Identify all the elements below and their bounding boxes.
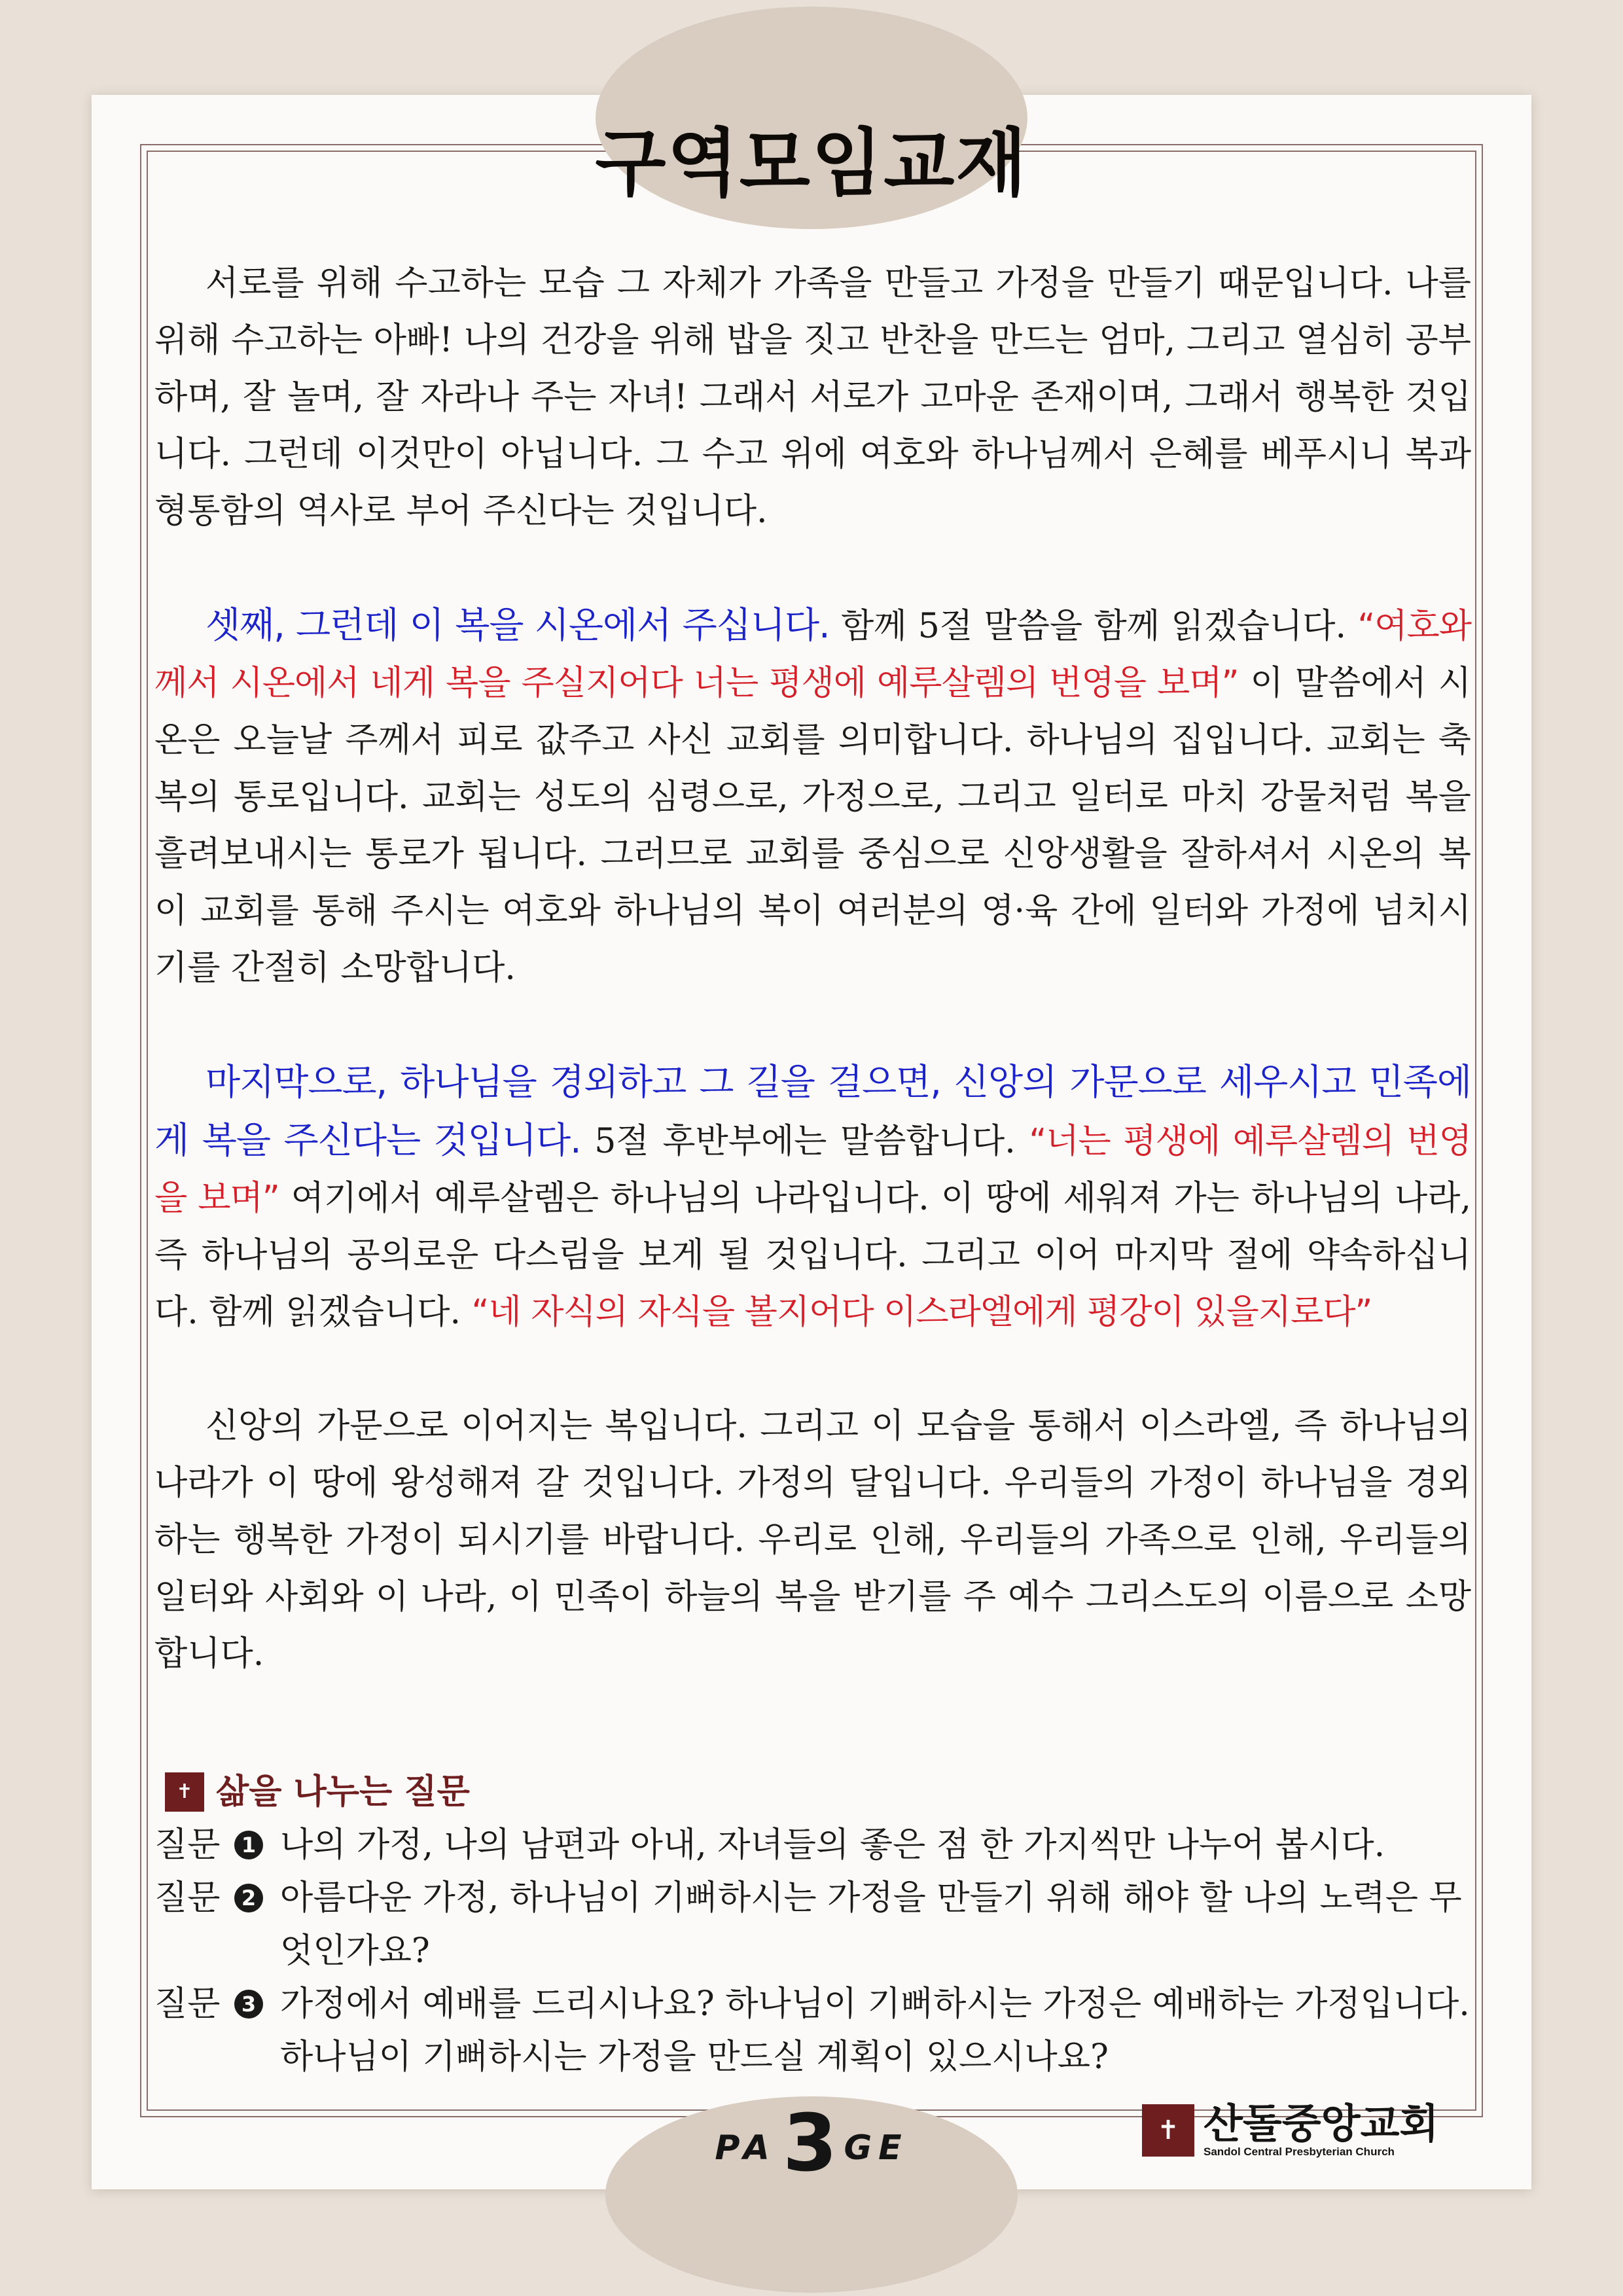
page-label-left: PA [715,2128,776,2168]
paragraph-2-lead: 함께 5절 말씀을 함께 읽겠습니다. [829,607,1358,646]
question-text-2: 아름다운 가정, 하나님이 기뻐하시는 가정을 만들기 위해 해야 할 나의 노력은 무엇인가요? [280,1878,1462,1971]
question-item-3 [154,1978,1471,2084]
paragraph-3-body: 여기에서 예루살렘은 하나님의 나라입니다. 이 땅에 세워져 가는 하나님의 나라, 즉 하나님의 공의로운 다스림을 보게 될 것입니다. 그리고 이어 마지막 절에 약속하십니다. 함께 읽겠습니다. [154,1179,1471,1332]
church-names [1204,2102,1438,2159]
page-title: 구역모임교재 [595,120,1028,206]
question-label: 질문 [154,1984,221,2024]
paragraph-3-lead: 5절 후반부에는 말씀합니다. [580,1122,1029,1161]
paragraph-3-quote: “너는 평생에 예루살렘의 번영을 보며” [154,1122,1471,1218]
question-section-header [154,1765,1471,1819]
question-number-3: 3 [234,1990,263,2018]
church-logo-icon: ✝ [165,1772,204,1812]
paragraph-2-heading: 셋째, 그런데 이 복을 시온에서 주십니다. [205,604,830,646]
paragraph-3-heading: 마지막으로, 하나님을 경외하고 그 길을 걸으면, 신앙의 가문으로 세우시고 민족에게 복을 주신다는 것입니다. [154,1061,1471,1161]
paragraph-2 [154,597,1471,997]
church-name-english: Sandol Central Presbyterian Church [1204,2145,1395,2158]
question-section-title: 삶을 나누는 질문 [216,1772,470,1812]
paragraph-3-quote-2: “네 자식의 자식을 볼지어다 이스라엘에게 평강이 있을지로다” [471,1293,1372,1332]
church-emblem-icon: ✝ [1142,2104,1194,2157]
question-number-1: 1 [234,1831,263,1859]
question-text-3: 가정에서 예배를 드리시나요? 하나님이 기뻐하시는 가정은 예배하는 가정입니다. 하나님이 기뻐하시는 가정을 만드실 계획이 있으시나요? [280,1984,1470,2077]
paragraph-4-body: 신앙의 가문으로 이어지는 복입니다. 그리고 이 모습을 통해서 이스라엘, 즉 하나님의 나라가 이 땅에 왕성해져 갈 것입니다. 가정의 달입니다. 우리들의 가정이 하나님을 경외하는 행복한 가정이 되시기를 바랍니다. 우리로 인해, 우리들의 가족으로 인해, 우리들의 일터와 사회와 이 나라, 이 민족이 하늘의 복을 받기를 주 예수 그리스도의 이름으로 소망합니다. [154,1407,1471,1674]
document-page [92,95,1531,2189]
paragraph-2-quote: “여호와께서 시온에서 네게 복을 주실지어다 너는 평생에 예루살렘의 번영을 보며” [154,607,1471,703]
paragraph-3 [154,1054,1471,1341]
question-label: 질문 [154,1878,221,1918]
paragraph-1 [154,255,1471,540]
question-label: 질문 [154,1825,221,1865]
body-content [154,255,1471,1740]
question-text-1: 나의 가정, 나의 남편과 아내, 자녀들의 좋은 점 한 가지씩만 나누어 봅시다. [280,1825,1385,1865]
page-label-right: GE [844,2128,908,2168]
paragraph-4 [154,1398,1471,1683]
church-logo [1142,2098,1482,2163]
question-number-2: 2 [234,1884,263,1912]
paragraph-1-body: 서로를 위해 수고하는 모습 그 자체가 가족을 만들고 가정을 만들기 때문입니다. 나를 위해 수고하는 아빠! 나의 건강을 위해 밥을 짓고 반찬을 만드는 엄마, 그리고 열심히 공부하며, 잘 놀며, 잘 자라나 주는 자녀! 그래서 서로가 고마운 존재이며, 그래서 행복한 것입니다. 그런데 이것만이 아닙니다. 그 수고 위에 여호와 하나님께서 은혜를 베푸시니 복과 형통함의 역사로 부어 주신다는 것입니다. [154,264,1471,531]
page-number-value: 3 [782,2098,838,2189]
paragraph-2-body: 이 말씀에서 시온은 오늘날 주께서 피로 값주고 사신 교회를 의미합니다. 하나님의 집입니다. 교회는 축복의 통로입니다. 교회는 성도의 심령으로, 가정으로, 그리고 일터로 마치 강물처럼 복을 흘려보내시는 통로가 됩니다. 그러므로 교회를 중심으로 신앙생활을 잘하셔서 시온의 복이 교회를 통해 주시는 여호와 하나님의 복이 여러분의 영·육 간에 일터와 가정에 넘치시기를 간절히 소망합니다. [154,664,1472,988]
church-name: 산돌중앙교회 [1204,2100,1439,2147]
question-section [154,1765,1471,2084]
page-number [605,2099,1018,2189]
question-item-2 [154,1872,1471,1978]
question-item-1 [154,1819,1471,1872]
